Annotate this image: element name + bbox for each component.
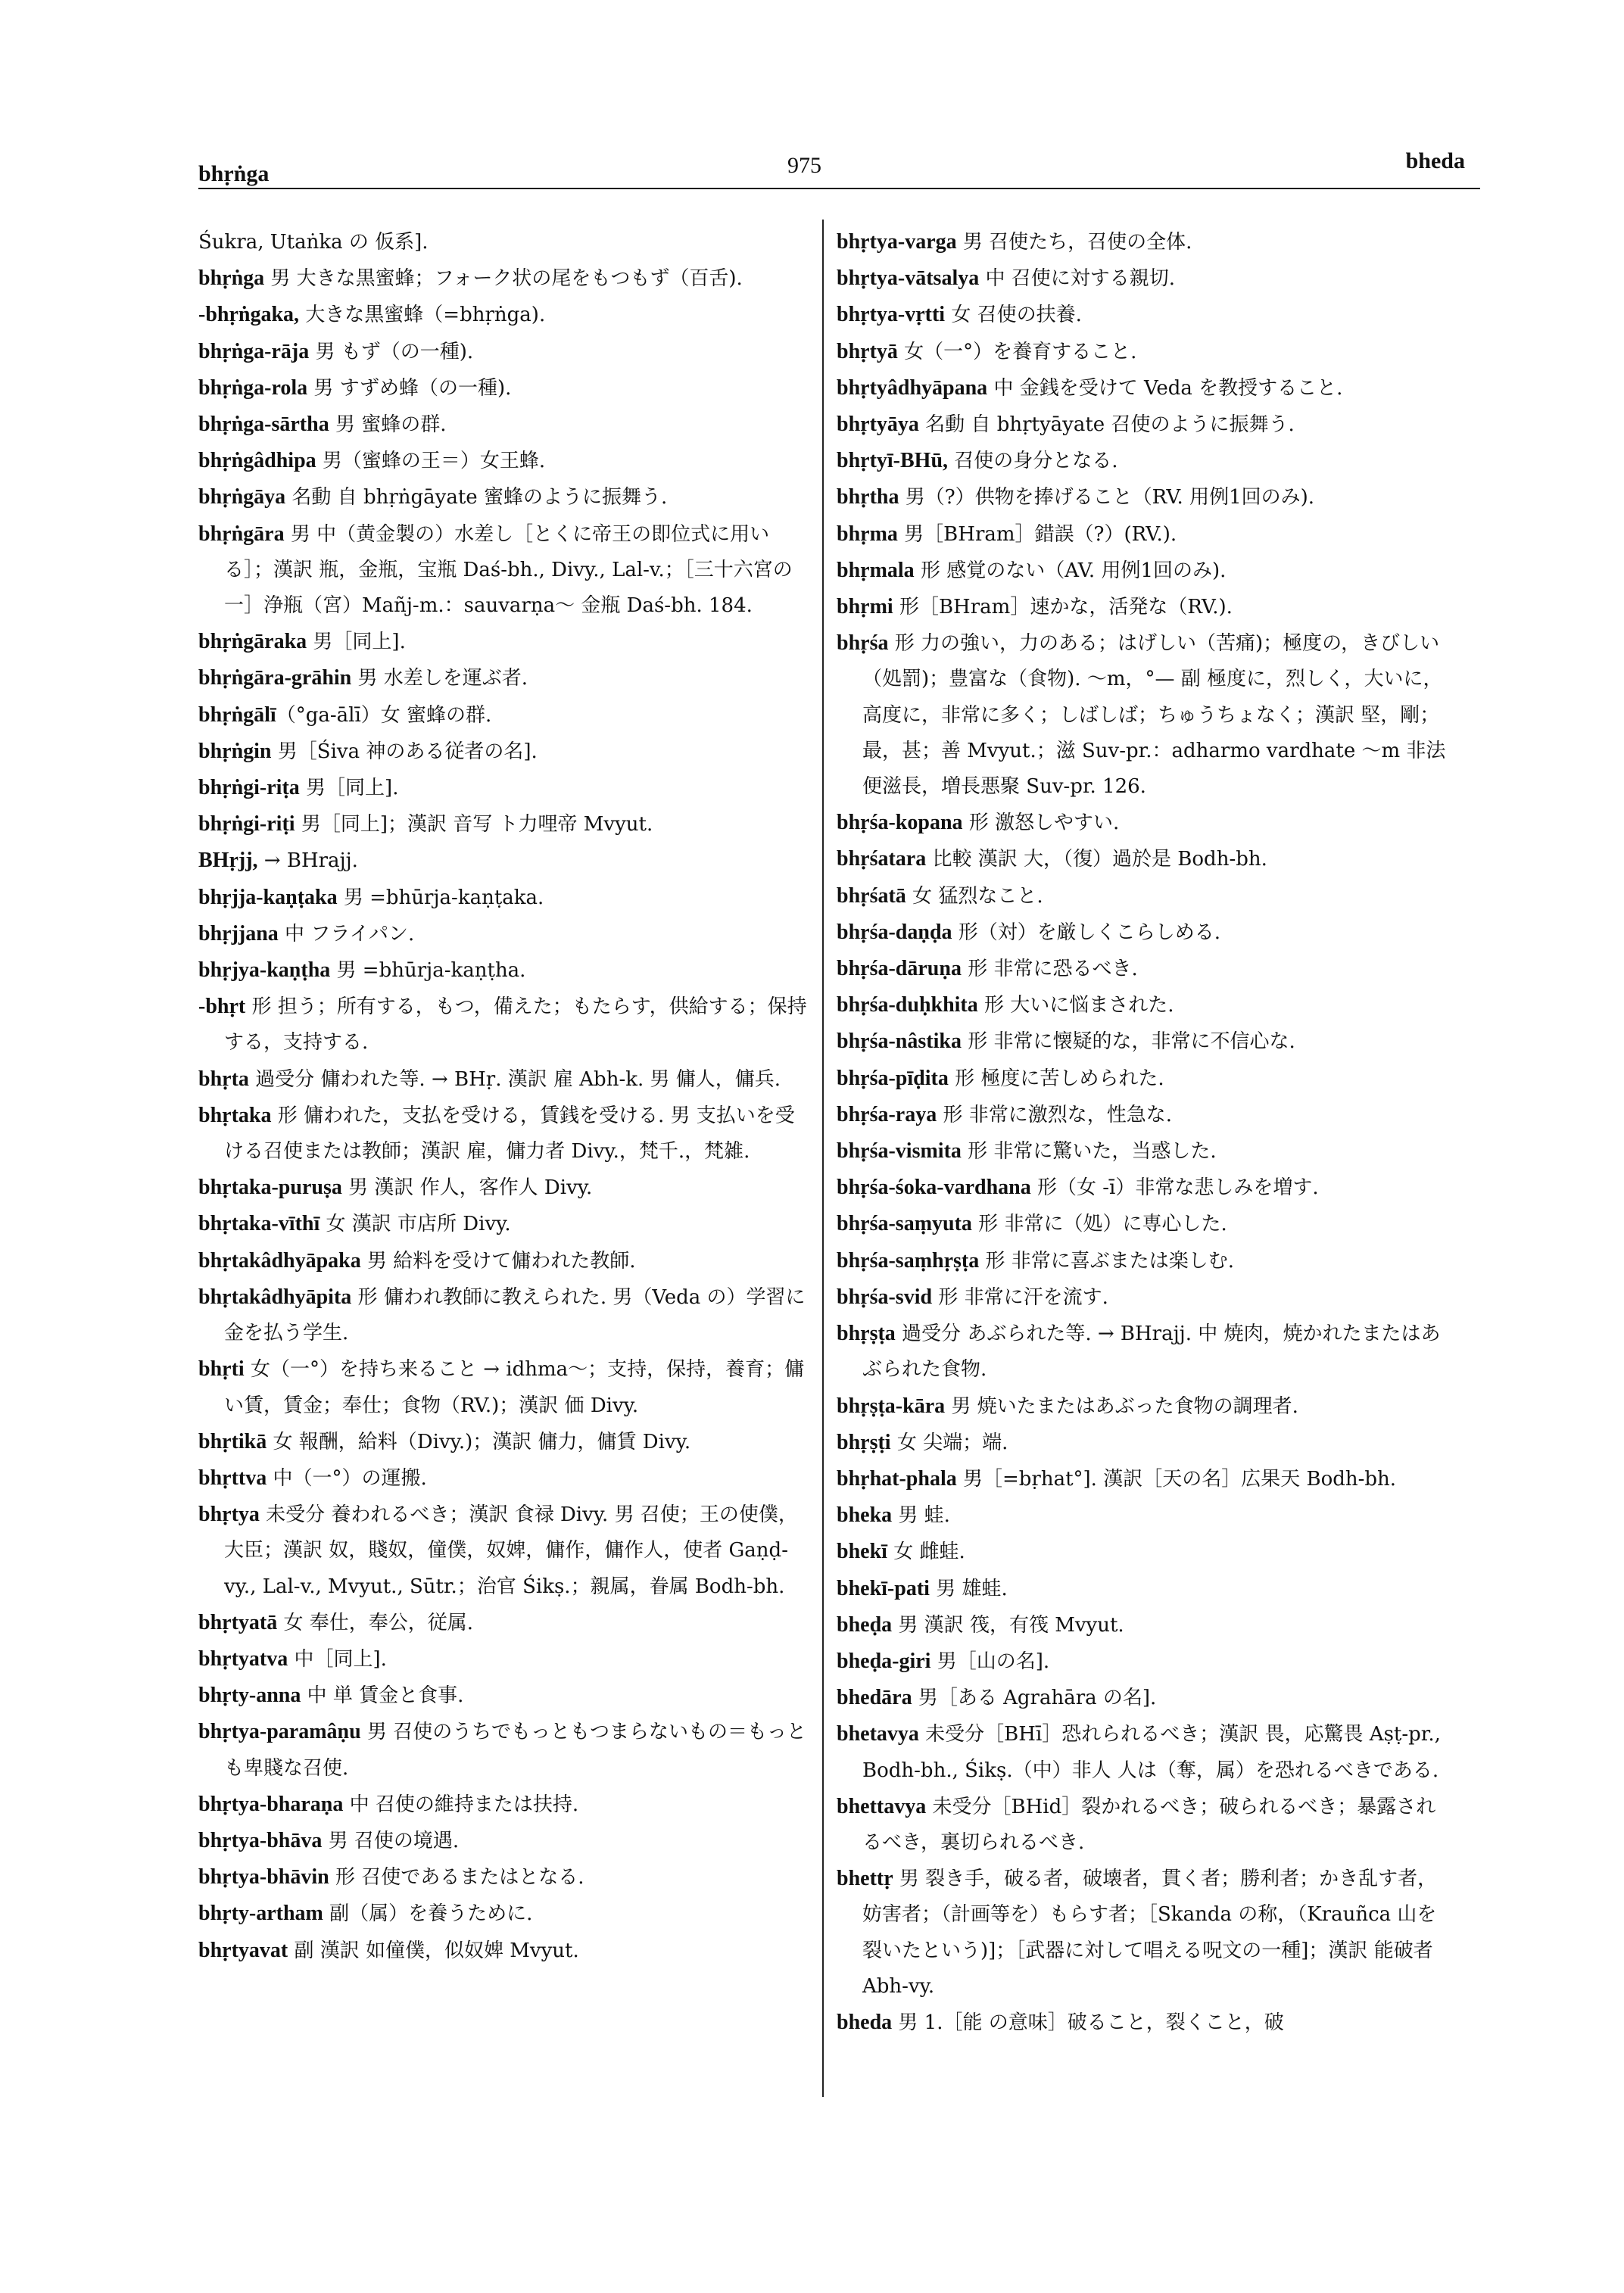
entry-definition: 男［=bṛhat°]. 漢訳［天の名］広果天 Bodh-bh. (956, 1467, 1397, 1491)
dictionary-entry (837, 1425, 1450, 1461)
dictionary-entry (198, 843, 812, 879)
entry-headword: bhṛma (837, 522, 898, 546)
entry-headword: bhṛṣṭi (837, 1430, 891, 1454)
dictionary-entry (837, 1461, 1450, 1497)
dictionary-entry (837, 1571, 1450, 1607)
entry-headword: bhṛta (198, 1067, 249, 1091)
dictionary-entry (198, 407, 812, 443)
entry-headword: bhṛmala (837, 558, 915, 582)
dictionary-entry (198, 443, 812, 479)
entry-headword: bhṛṅga-rola (198, 375, 308, 400)
entry-definition: 男 召使の境遇. (322, 1829, 460, 1852)
entry-headword: bhṛṅga-rāja (198, 339, 310, 363)
entry-definition: 女 奉仕，奉公，従属. (277, 1611, 474, 1634)
entry-definition: 女（一°）を養育すること. (897, 340, 1137, 363)
dictionary-entry (198, 1098, 812, 1170)
entry-headword: bhṛtyâdhyāpana (837, 375, 988, 400)
dictionary-entry (198, 1678, 812, 1714)
dictionary-entry (198, 697, 812, 734)
entry-headword: bheda (837, 2010, 893, 2034)
entry-definition: 形 力の強い，力のある；はげしい（苦痛)；極度の，きびしい（処罰)；豊富な（食物). 〜m，°— 副 極度に，烈しく，大いに，高度に，非常に多く；しばしば；ちゅうちょなく；漢訳 堅，剛；最，甚；善 Mvyut.；滋 Suv-pr.：adharmo vardhate 〜m 非法便滋長，増長悪聚 Suv-pr. 126. (862, 632, 1446, 799)
dictionary-entry (837, 443, 1450, 479)
entry-headword: bhṛtya-varga (837, 230, 957, 254)
dictionary-entry (837, 224, 1450, 260)
entry-headword: bhṛtya-bharaṇa (198, 1792, 344, 1816)
dictionary-entry (837, 260, 1450, 297)
entry-definition: 形 大いに悩まされた. (977, 994, 1174, 1017)
left-column (198, 224, 812, 1969)
header-rule (198, 188, 1480, 189)
entry-definition: 形 傭われ教師に教えられた. 男（Veda の）学習に金を払う学生. (224, 1285, 806, 1345)
entry-headword: bhettṛ (837, 1867, 893, 1891)
entry-headword: bhṛtyatā (198, 1610, 278, 1634)
entry-definition: 形 感覚のない（AV. 用例1回のみ). (914, 559, 1227, 582)
dictionary-entry (837, 1497, 1450, 1534)
dictionary-entry (837, 1607, 1450, 1643)
entry-definition: 大きな黒蜜蜂（=bhṛṅga). (299, 304, 546, 327)
entry-definition: 未受分［BHid］裂かれるべき；破られるべき；暴露されるべき，裏切られるべき. (862, 1795, 1436, 1854)
entry-headword: bhṛtya-vātsalya (837, 266, 980, 291)
dictionary-entry (198, 1641, 812, 1678)
entry-headword: bhṛṣṭa-kāra (837, 1394, 946, 1418)
dictionary-entry (837, 1243, 1450, 1279)
entry-headword: bhṛśa-kopana (837, 811, 963, 835)
entry-headword: bhṛjjana (198, 921, 279, 946)
entry-definition: 副（属）を養うために. (323, 1902, 533, 1926)
entry-definition: 形 激怒しやすい. (962, 812, 1120, 835)
entry-definition: （°ga-ālī）女 蜜蜂の群. (276, 703, 492, 727)
entry-definition: 男（?）供物を捧げること（RV. 用例1回のみ). (899, 486, 1315, 509)
entry-headword: bhṛṅgālī (198, 703, 276, 727)
dictionary-entry (837, 553, 1450, 589)
entry-headword: bhṛtaka-puruṣa (198, 1176, 342, 1200)
entry-definition: 中 金銭を受けて Veda を教授すること. (987, 376, 1343, 400)
entry-headword: bhekī (837, 1540, 887, 1564)
dictionary-entry (837, 1534, 1450, 1570)
dictionary-entry (837, 516, 1450, 553)
dictionary-entry (198, 1460, 812, 1497)
dictionary-entry (198, 770, 812, 806)
entry-definition: 女 漢訳 市店所 Divy. (320, 1213, 511, 1236)
dictionary-entry (837, 334, 1450, 370)
dictionary-entry (837, 1388, 1450, 1425)
dictionary-entry (198, 334, 812, 370)
entry-definition: 比較 漢訳 大，（復）過於是 Bodh-bh. (926, 848, 1267, 871)
entry-headword: bhṛśa-raya (837, 1102, 937, 1126)
entry-headword: bhṛtya-vṛtti (837, 303, 946, 327)
entry-definition: 女 尖端；端. (890, 1431, 1008, 1454)
entry-headword: bhṛtyā (837, 339, 898, 363)
entry-headword: bhṛṅgin (198, 739, 272, 763)
entry-definition: Śukra, Utaṅka の 仮系]. (198, 231, 429, 254)
dictionary-entry (837, 1316, 1450, 1388)
entry-headword: bhṛṅga (198, 266, 265, 291)
entry-headword: bhṛṅgi-riṭa (198, 776, 300, 800)
entry-definition: 女 報酬，給料（Divy.)；漢訳 傭力，傭賃 Divy. (267, 1430, 691, 1453)
dictionary-entry (198, 1896, 812, 1932)
entry-headword: bhṛtyatva (198, 1647, 288, 1671)
entry-headword: bhṛtya-bhāva (198, 1828, 323, 1852)
entry-definition: 男［ある Agrahāra の名]. (912, 1687, 1157, 1710)
entry-definition: 中 単 賃金と食事. (301, 1684, 464, 1708)
entry-definition: 男［同上]；漢訳 音写 ト力哩帝 Mvyut. (295, 813, 653, 837)
dictionary-entry (198, 880, 812, 916)
page-number: 975 (787, 153, 821, 178)
dictionary-entry (198, 952, 812, 989)
entry-headword: bhṛtyāya (837, 413, 919, 437)
entry-definition: 男 大きな黒蜜蜂；フォーク状の尾をもつもず（百舌). (264, 267, 743, 291)
dictionary-entry (198, 989, 812, 1061)
entry-headword: -bhṛt (198, 995, 246, 1019)
entry-headword: bhṛśa-svid (837, 1285, 933, 1309)
entry-definition: 形 非常に喜ぶまたは楽しむ. (979, 1249, 1235, 1273)
entry-definition: 男 漢訳 筏，有筏 Mvyut. (892, 1613, 1124, 1637)
entry-headword: bhṛtya (198, 1503, 260, 1527)
entry-definition: 形 非常に驚いた，当惑した. (961, 1140, 1217, 1164)
entry-headword: bhṛmi (837, 595, 893, 619)
dictionary-entry (837, 1680, 1450, 1716)
entry-definition: 中 フライパン. (278, 922, 415, 946)
dictionary-entry (198, 1424, 812, 1460)
dictionary-entry (837, 841, 1450, 877)
right-column (837, 224, 1450, 2041)
entry-headword: bhṛṣṭa (837, 1322, 896, 1346)
entry-headword: bhetavya (837, 1722, 919, 1746)
dictionary-entry (198, 1206, 812, 1242)
entry-headword: bhṛty-anna (198, 1684, 301, 1708)
entry-headword: bhṛśatā (837, 883, 906, 908)
entry-headword: bhṛtya-paramâṇu (198, 1720, 361, 1744)
entry-headword: bhettavya (837, 1794, 927, 1818)
entry-definition: 形 傭われた，支払を受ける，賃銭を受ける. 男 支払いを受ける召使または教師；漢訳 雇，傭力者 Divy.，梵千.，梵雑. (224, 1104, 795, 1164)
entry-headword: bhedāra (837, 1686, 912, 1710)
entry-definition: 男［BHram］錯誤（?）(RV.). (897, 522, 1177, 546)
entry-definition: 形（女 -ī）非常な悲しみを増す. (1030, 1176, 1319, 1200)
entry-headword: bhṛṅgāya (198, 485, 286, 509)
dictionary-entry (837, 1861, 1450, 2005)
entry-definition: 男［同上]. (299, 777, 399, 800)
entry-headword: bhṛṅgāra-grāhin (198, 666, 352, 690)
entry-headword: bhṛśa-nâstika (837, 1030, 962, 1054)
dictionary-entry (198, 1933, 812, 1969)
dictionary-entry (837, 1097, 1450, 1133)
dictionary-entry (837, 625, 1450, 805)
entry-headword: bhṛtaka-vīthī (198, 1212, 320, 1236)
entry-definition: 名動 自 bhṛtyāyate 召使のように振舞う. (918, 413, 1295, 437)
entry-definition: 女 召使の扶養. (945, 304, 1082, 327)
entry-headword: bhṛśa-daṇḍa (837, 920, 952, 944)
entry-definition: 形 極度に苦しめられた. (948, 1067, 1164, 1090)
entry-definition: 副 漢訳 如僮僕，似奴婢 Mvyut. (288, 1939, 579, 1962)
entry-headword: bheḍa (837, 1612, 893, 1637)
entry-headword: bhṛṅgâdhipa (198, 449, 316, 473)
dictionary-entry (198, 1823, 812, 1859)
entry-definition: 男 =bhūrja-kaṇṭaka. (337, 886, 544, 909)
dictionary-entry (198, 1351, 812, 1423)
entry-headword: bhṛti (198, 1357, 245, 1382)
dictionary-entry (198, 1061, 812, 1098)
dictionary-entry (198, 1243, 812, 1279)
entry-definition: 男［山の名]. (930, 1650, 1050, 1673)
entry-headword: bhṛtikā (198, 1429, 267, 1453)
entry-headword: bhṛty-artham (198, 1902, 323, 1926)
column-divider (822, 220, 824, 2097)
entry-definition: 形 非常に恐るべき. (961, 958, 1138, 981)
entry-definition: 形 非常に（処）に専心した. (971, 1213, 1227, 1236)
entry-definition: 男 1.［能 の意味］破ること，裂くこと，破 (892, 2011, 1284, 2034)
dictionary-entry (198, 916, 812, 952)
dictionary-entry (837, 1279, 1450, 1316)
dictionary-entry (198, 479, 812, 516)
dictionary-entry (198, 1714, 812, 1786)
dictionary-entry (198, 1170, 812, 1206)
entry-headword: bhṛtaka (198, 1103, 272, 1127)
entry-headword: bhṛtya-bhāvin (198, 1865, 329, 1890)
entry-definition: 形（対）を厳しくこらしめる. (952, 921, 1221, 944)
dictionary-entry (837, 479, 1450, 516)
entry-definition: 未受分 養われるべき；漢訳 食禄 Divy. 男 召使；王の使僕，大臣；漢訳 奴，賤奴，僮僕，奴婢，傭作，傭作人，使者 Gaṇḍ-vy., Lal-v., Mvyut., Sūtr.；治官 Śikṣ.；親属，眷属 Bodh-bh. (224, 1503, 798, 1598)
entry-headword: bhṛśa-saṃyuta (837, 1212, 972, 1236)
entry-headword: bhṛtha (837, 485, 899, 509)
entry-headword: bhṛṅga-sārtha (198, 413, 329, 437)
dictionary-entry (837, 878, 1450, 914)
entry-definition: 形 非常に懐疑的な，非常に不信心な. (961, 1030, 1295, 1054)
dictionary-entry (198, 1605, 812, 1641)
entry-headword: bhṛtyavat (198, 1938, 288, 1962)
dictionary-entry (837, 805, 1450, 841)
dictionary-entry (837, 407, 1450, 443)
entry-headword: bheḍa-giri (837, 1649, 931, 1673)
dictionary-entry (837, 951, 1450, 987)
dictionary-entry (837, 987, 1450, 1023)
dictionary-entry (198, 370, 812, 407)
entry-headword: bhṛṅgāra (198, 522, 285, 546)
entry-definition: 男［Śiva 神のある従者の名]. (271, 740, 538, 763)
entry-definition: 男 焼いたまたはあぶった食物の調理者. (945, 1394, 1298, 1418)
dictionary-entry (837, 1716, 1450, 1788)
entry-definition: → BHrajj. (257, 849, 358, 873)
dictionary-entry (198, 224, 812, 260)
entry-definition: 過受分 傭われた等. → BHṛ. 漢訳 雇 Abh-k. 男 傭人，傭兵. (248, 1067, 781, 1091)
dictionary-entry (837, 2005, 1450, 2041)
dictionary-entry (198, 734, 812, 770)
entry-definition: 召使の身分となる. (948, 450, 1118, 473)
entry-headword: bhṛśa-pīḍita (837, 1066, 949, 1090)
dictionary-entry (198, 806, 812, 843)
entry-definition: 名動 自 bhṛṅgāyate 蜜蜂のように振舞う. (285, 486, 668, 509)
entry-headword: bhṛśa-śoka-vardhana (837, 1176, 1031, 1200)
entry-headword: bhṛjja-kaṇṭaka (198, 885, 338, 909)
entry-definition: 形［BHram］速かな，活発な（RV.). (893, 596, 1233, 619)
entry-headword: bhekī-pati (837, 1576, 930, 1600)
entry-headword: bhṛhat-phala (837, 1466, 957, 1491)
entry-headword: bhṛtakâdhyāpita (198, 1285, 352, 1309)
entry-definition: 男 もず（の一種). (309, 340, 474, 363)
dictionary-entry (837, 370, 1450, 407)
entry-definition: 男 すずめ蜂（の一種). (307, 376, 512, 400)
dictionary-entry (198, 297, 812, 333)
entry-definition: 中 召使に対する親切. (979, 267, 1176, 291)
dictionary-entry (837, 1170, 1450, 1206)
entry-definition: 男 給料を受けて傭われた教師. (360, 1249, 636, 1273)
dictionary-entry (837, 589, 1450, 625)
dictionary-entry (198, 1279, 812, 1351)
entry-definition: 中（一°）の運搬. (267, 1466, 427, 1490)
entry-definition: 形 担う；所有する，もつ，備えた；もたらす，供給する；保持する，支持する. (224, 995, 807, 1055)
entry-definition: 男 雄蛙. (929, 1577, 1008, 1600)
entry-definition: 形 非常に汗を流す. (932, 1285, 1108, 1309)
dictionary-entry (198, 1859, 812, 1896)
entry-headword: bhṛśa-vismita (837, 1139, 962, 1164)
entry-definition: 男 召使のうちでもっともつまらないもの＝もっとも卑賤な召使. (224, 1721, 806, 1780)
entry-headword: bheka (837, 1503, 893, 1528)
dictionary-entry (837, 1061, 1450, 1097)
dictionary-entry (198, 516, 812, 625)
dictionary-entry (837, 1643, 1450, 1680)
entry-definition: 男 召使たち，召使の全体. (956, 231, 1192, 254)
dictionary-entry (198, 1497, 812, 1605)
entry-headword: bhṛśa-dāruṇa (837, 957, 962, 981)
running-head-left: bhṛṅga (198, 161, 270, 186)
entry-definition: 男 漢訳 作人，客作人 Divy. (341, 1176, 593, 1200)
dictionary-entry (198, 1787, 812, 1823)
entry-headword: bhṛttva (198, 1466, 267, 1490)
dictionary-entry (198, 624, 812, 660)
entry-headword: bhṛtakâdhyāpaka (198, 1248, 361, 1273)
dictionary-entry (837, 297, 1450, 333)
entry-definition: 男［同上]. (307, 631, 406, 654)
entry-headword: bhṛjya-kaṇṭha (198, 958, 331, 983)
entry-definition: 男 中（黄金製の）水差し［とくに帝王の即位式に用いる］；漢訳 瓶，金瓶，宝瓶 Daś-bh., Divy., Lal-v.；［三十六宮の一］浄瓶（宮）Mañj-m.：sauvarṇa〜 金瓶 Daś-bh. 184. (224, 522, 793, 618)
entry-headword: bhṛśa-duḥkhita (837, 993, 978, 1017)
entry-headword: bhṛśatara (837, 847, 927, 871)
entry-definition: 女 猛烈なこと. (906, 884, 1043, 908)
dictionary-entry (198, 260, 812, 297)
entry-headword: bhṛśa-saṃhṛṣṭa (837, 1248, 980, 1273)
entry-definition: 男 水差しを運ぶ者. (351, 667, 528, 690)
entry-headword: bhṛtyī-BHū, (837, 449, 949, 473)
entry-definition: 男 蛙. (892, 1504, 950, 1528)
entry-definition: 男 =bhūrja-kaṇṭha. (330, 959, 526, 983)
entry-definition: 過受分 あぶられた等. → BHrajj. 中 焼肉，焼かれたまたはあぶられた食物. (862, 1323, 1441, 1382)
entry-definition: 女（一°）を持ち来ること → idhma〜；支持，保持，養育；傭い賃，賃金；奉仕；食物（RV.)；漢訳 価 Divy. (224, 1358, 805, 1417)
dictionary-entry (837, 1133, 1450, 1170)
entry-definition: 女 雌蛙. (887, 1541, 965, 1564)
dictionary-entry (837, 1789, 1450, 1861)
entry-definition: 男 裂き手，破る者，破壊者，貫く者；勝利者；かき乱す者，妨害者；（計画等を）もらす者；［Skanda の称，（Krauñca 山を裂いたという)]；［武器に対して唱える呪文の一種]；漢訳 能破者 Abh-vy. (862, 1868, 1438, 1998)
entry-headword: bhṛśa (837, 631, 889, 656)
entry-headword: bhṛṅgi-riṭi (198, 812, 295, 837)
running-head-right: bheda (1405, 148, 1465, 173)
entry-definition: 中 召使の維持または扶持. (343, 1793, 579, 1816)
dictionary-entry (837, 1206, 1450, 1242)
dictionary-entry (837, 914, 1450, 951)
entry-definition: 中［同上]. (288, 1647, 387, 1671)
dictionary-entry (198, 660, 812, 696)
entry-definition: 男（蜜蜂の王＝）女王蜂. (316, 450, 546, 473)
entry-definition: 未受分［BHī］恐れられるべき；漢訳 畏，応驚畏 Aṣṭ-pr., Bodh-bh., Śikṣ.（中）非人 人は（奪，属）を恐れるべきである. (862, 1723, 1441, 1782)
entry-headword: bhṛṅgāraka (198, 630, 307, 654)
entry-headword: -bhṛṅgaka, (198, 303, 300, 327)
entry-headword: BHṛjj, (198, 849, 258, 873)
dictionary-entry (837, 1023, 1450, 1060)
entry-definition: 男 蜜蜂の群. (329, 413, 447, 437)
entry-definition: 形 非常に激烈な，性急な. (937, 1103, 1173, 1126)
entry-definition: 形 召使であるまたはとなる. (329, 1866, 584, 1890)
